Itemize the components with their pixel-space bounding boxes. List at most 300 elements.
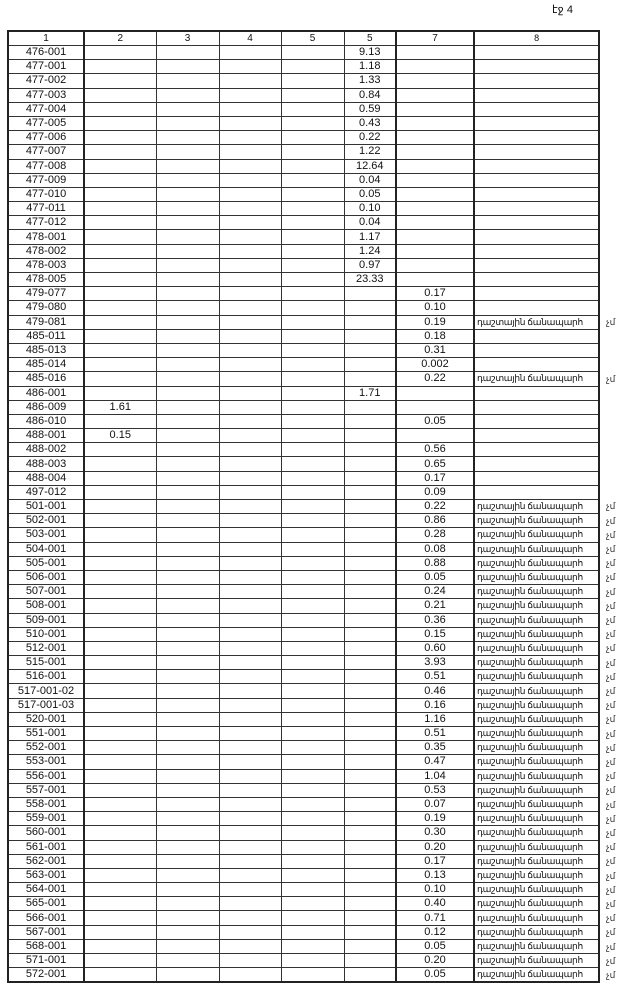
area-cell-col-6 bbox=[344, 797, 396, 811]
area-cell-col-5 bbox=[281, 358, 344, 372]
area-cell-col-5 bbox=[281, 287, 344, 301]
area-cell-col-3 bbox=[156, 116, 219, 130]
parcel-code-cell: 506-001 bbox=[8, 570, 84, 584]
area-cell-col-7 bbox=[396, 202, 474, 216]
area-cell-col-7: 0.15 bbox=[396, 627, 474, 641]
parcel-code-cell: 566-001 bbox=[8, 911, 84, 925]
area-cell-col-6 bbox=[344, 627, 396, 641]
area-cell-col-5 bbox=[281, 131, 344, 145]
area-cell-col-5 bbox=[281, 585, 344, 599]
area-cell-col-3 bbox=[156, 457, 219, 471]
area-cell-col-4 bbox=[219, 599, 281, 613]
area-cell-col-5 bbox=[281, 840, 344, 854]
area-cell-col-6: 0.05 bbox=[344, 187, 396, 201]
area-cell-col-2 bbox=[84, 329, 156, 343]
area-cell-col-4 bbox=[219, 273, 281, 287]
area-cell-col-2 bbox=[84, 599, 156, 613]
header-row bbox=[8, 31, 599, 46]
table-row bbox=[8, 287, 599, 301]
margin-note: չմ bbox=[606, 728, 616, 739]
area-cell-col-3 bbox=[156, 230, 219, 244]
parcel-code-cell: 553-001 bbox=[8, 755, 84, 769]
table-row bbox=[8, 769, 599, 783]
area-cell-col-7: 0.13 bbox=[396, 868, 474, 882]
land-use-note-cell bbox=[474, 329, 599, 343]
area-cell-col-4 bbox=[219, 883, 281, 897]
land-use-note-cell: դաշտային ճանապարհ bbox=[474, 528, 599, 542]
area-cell-col-4 bbox=[219, 457, 281, 471]
table-row bbox=[8, 897, 599, 911]
area-cell-col-7 bbox=[396, 187, 474, 201]
table-row bbox=[8, 230, 599, 244]
area-cell-col-2 bbox=[84, 670, 156, 684]
table-row bbox=[8, 911, 599, 925]
area-cell-col-5 bbox=[281, 769, 344, 783]
area-cell-col-6 bbox=[344, 343, 396, 357]
area-cell-col-5 bbox=[281, 159, 344, 173]
margin-note: չմ bbox=[606, 970, 616, 980]
area-cell-col-5 bbox=[281, 372, 344, 386]
area-cell-col-6 bbox=[344, 542, 396, 556]
margin-note: չմ bbox=[606, 515, 616, 526]
area-cell-col-4 bbox=[219, 741, 281, 755]
area-cell-col-2 bbox=[84, 60, 156, 74]
table-row bbox=[8, 627, 599, 641]
parcel-code-cell: 478-003 bbox=[8, 258, 84, 272]
margin-note: չմ bbox=[606, 529, 616, 540]
parcel-code-cell: 477-002 bbox=[8, 74, 84, 88]
area-cell-col-2 bbox=[84, 88, 156, 102]
area-cell-col-6: 9.13 bbox=[344, 46, 396, 60]
area-cell-col-6 bbox=[344, 315, 396, 329]
table-row bbox=[8, 46, 599, 60]
header-col-3: 3 bbox=[156, 31, 219, 46]
table-row bbox=[8, 216, 599, 230]
area-cell-col-5 bbox=[281, 116, 344, 130]
area-cell-col-6: 1.71 bbox=[344, 386, 396, 400]
area-cell-col-5 bbox=[281, 258, 344, 272]
table-row bbox=[8, 797, 599, 811]
land-use-note-cell: դաշտային ճանապարհ bbox=[474, 939, 599, 953]
parcel-code-cell: 571-001 bbox=[8, 954, 84, 968]
area-cell-col-7: 0.35 bbox=[396, 741, 474, 755]
land-use-note-cell: դաշտային ճանապարհ bbox=[474, 684, 599, 698]
parcel-code-cell: 477-008 bbox=[8, 159, 84, 173]
area-cell-col-5 bbox=[281, 698, 344, 712]
table-row bbox=[8, 457, 599, 471]
land-use-note-cell: դաշտային ճանապարհ bbox=[474, 727, 599, 741]
area-cell-col-6 bbox=[344, 868, 396, 882]
area-cell-col-4 bbox=[219, 116, 281, 130]
area-cell-col-3 bbox=[156, 287, 219, 301]
area-cell-col-5 bbox=[281, 443, 344, 457]
table-row bbox=[8, 315, 599, 329]
land-use-note-cell: դաշտային ճանապարհ bbox=[474, 783, 599, 797]
land-use-note-cell: դաշտային ճանապարհ bbox=[474, 868, 599, 882]
area-cell-col-7: 0.53 bbox=[396, 783, 474, 797]
area-cell-col-7: 0.40 bbox=[396, 897, 474, 911]
area-cell-col-4 bbox=[219, 840, 281, 854]
area-cell-col-2 bbox=[84, 968, 156, 983]
area-cell-col-3 bbox=[156, 712, 219, 726]
area-cell-col-4 bbox=[219, 173, 281, 187]
area-cell-col-7: 0.46 bbox=[396, 684, 474, 698]
area-cell-col-6 bbox=[344, 670, 396, 684]
area-cell-col-5 bbox=[281, 173, 344, 187]
area-cell-col-6 bbox=[344, 854, 396, 868]
table-row bbox=[8, 656, 599, 670]
land-use-note-cell: դաշտային ճանապարհ bbox=[474, 826, 599, 840]
area-cell-col-7 bbox=[396, 145, 474, 159]
area-cell-col-2 bbox=[84, 613, 156, 627]
margin-note: չմ bbox=[606, 643, 616, 654]
area-cell-col-6: 0.04 bbox=[344, 216, 396, 230]
area-cell-col-7 bbox=[396, 60, 474, 74]
area-cell-col-5 bbox=[281, 656, 344, 670]
area-cell-col-3 bbox=[156, 485, 219, 499]
parcel-code-cell: 562-001 bbox=[8, 854, 84, 868]
area-cell-col-2 bbox=[84, 755, 156, 769]
area-cell-col-7: 0.86 bbox=[396, 514, 474, 528]
area-cell-col-2 bbox=[84, 244, 156, 258]
parcel-code-cell: 488-003 bbox=[8, 457, 84, 471]
land-use-note-cell bbox=[474, 102, 599, 116]
area-cell-col-4 bbox=[219, 656, 281, 670]
parcel-code-cell: 477-004 bbox=[8, 102, 84, 116]
area-cell-col-4 bbox=[219, 244, 281, 258]
area-cell-col-2 bbox=[84, 216, 156, 230]
table-row bbox=[8, 187, 599, 201]
area-cell-col-5 bbox=[281, 343, 344, 357]
parcel-code-cell: 476-001 bbox=[8, 46, 84, 60]
area-cell-col-4 bbox=[219, 329, 281, 343]
area-cell-col-7: 0.05 bbox=[396, 939, 474, 953]
area-cell-col-3 bbox=[156, 727, 219, 741]
area-cell-col-6: 0.43 bbox=[344, 116, 396, 130]
area-cell-col-6 bbox=[344, 954, 396, 968]
area-cell-col-7: 0.30 bbox=[396, 826, 474, 840]
parcel-code-cell: 477-005 bbox=[8, 116, 84, 130]
land-use-note-cell bbox=[474, 301, 599, 315]
table-row bbox=[8, 826, 599, 840]
land-use-note-cell bbox=[474, 358, 599, 372]
table-row bbox=[8, 443, 599, 457]
area-cell-col-2 bbox=[84, 812, 156, 826]
area-cell-col-5 bbox=[281, 514, 344, 528]
table-row bbox=[8, 500, 599, 514]
area-cell-col-7: 0.17 bbox=[396, 854, 474, 868]
area-cell-col-4 bbox=[219, 386, 281, 400]
area-cell-col-3 bbox=[156, 570, 219, 584]
land-use-note-cell bbox=[474, 230, 599, 244]
table-row bbox=[8, 471, 599, 485]
area-cell-col-4 bbox=[219, 797, 281, 811]
area-cell-col-2 bbox=[84, 46, 156, 60]
area-cell-col-4 bbox=[219, 131, 281, 145]
parcel-code-cell: 488-002 bbox=[8, 443, 84, 457]
table-row bbox=[8, 542, 599, 556]
area-cell-col-5 bbox=[281, 712, 344, 726]
area-cell-col-2 bbox=[84, 315, 156, 329]
area-cell-col-5 bbox=[281, 911, 344, 925]
land-use-note-cell: դաշտային ճանապարհ bbox=[474, 599, 599, 613]
area-cell-col-5 bbox=[281, 670, 344, 684]
area-cell-col-5 bbox=[281, 500, 344, 514]
area-cell-col-6 bbox=[344, 968, 396, 983]
margin-note: չմ bbox=[606, 771, 616, 782]
parcel-code-cell: 486-001 bbox=[8, 386, 84, 400]
parcel-code-cell: 512-001 bbox=[8, 641, 84, 655]
area-cell-col-3 bbox=[156, 343, 219, 357]
area-cell-col-2 bbox=[84, 414, 156, 428]
area-cell-col-6: 0.22 bbox=[344, 131, 396, 145]
area-cell-col-3 bbox=[156, 514, 219, 528]
table-row bbox=[8, 258, 599, 272]
margin-note: չմ bbox=[606, 686, 616, 696]
area-cell-col-6 bbox=[344, 911, 396, 925]
area-cell-col-3 bbox=[156, 258, 219, 272]
table-row bbox=[8, 372, 599, 386]
area-cell-col-6 bbox=[344, 457, 396, 471]
area-cell-col-6: 23.33 bbox=[344, 273, 396, 287]
table-row bbox=[8, 414, 599, 428]
area-cell-col-7: 0.21 bbox=[396, 599, 474, 613]
area-cell-col-6 bbox=[344, 556, 396, 570]
area-cell-col-4 bbox=[219, 159, 281, 173]
area-cell-col-7: 0.22 bbox=[396, 372, 474, 386]
table-row bbox=[8, 968, 599, 983]
table-row bbox=[8, 670, 599, 684]
area-cell-col-4 bbox=[219, 769, 281, 783]
area-cell-col-5 bbox=[281, 599, 344, 613]
area-cell-col-2 bbox=[84, 797, 156, 811]
table-row bbox=[8, 343, 599, 357]
area-cell-col-4 bbox=[219, 570, 281, 584]
parcel-code-cell: 478-002 bbox=[8, 244, 84, 258]
land-use-note-cell bbox=[474, 386, 599, 400]
area-cell-col-6: 1.24 bbox=[344, 244, 396, 258]
area-cell-col-5 bbox=[281, 273, 344, 287]
area-cell-col-5 bbox=[281, 386, 344, 400]
parcel-code-cell: 559-001 bbox=[8, 812, 84, 826]
area-cell-col-7: 0.07 bbox=[396, 797, 474, 811]
land-use-note-cell bbox=[474, 414, 599, 428]
land-use-note-cell: դաշտային ճանապարհ bbox=[474, 698, 599, 712]
area-cell-col-7 bbox=[396, 74, 474, 88]
parcel-code-cell: 486-010 bbox=[8, 414, 84, 428]
area-cell-col-4 bbox=[219, 301, 281, 315]
land-use-note-cell: դաշտային ճանապարհ bbox=[474, 627, 599, 641]
area-cell-col-5 bbox=[281, 812, 344, 826]
area-cell-col-7: 0.002 bbox=[396, 358, 474, 372]
parcel-code-cell: 478-001 bbox=[8, 230, 84, 244]
parcel-code-cell: 552-001 bbox=[8, 741, 84, 755]
area-cell-col-5 bbox=[281, 868, 344, 882]
area-cell-col-7 bbox=[396, 216, 474, 230]
area-cell-col-3 bbox=[156, 145, 219, 159]
area-cell-col-5 bbox=[281, 216, 344, 230]
parcel-code-cell: 485-014 bbox=[8, 358, 84, 372]
land-use-note-cell bbox=[474, 145, 599, 159]
land-use-note-cell bbox=[474, 187, 599, 201]
area-cell-col-3 bbox=[156, 443, 219, 457]
area-cell-col-3 bbox=[156, 386, 219, 400]
area-cell-col-3 bbox=[156, 46, 219, 60]
area-cell-col-7 bbox=[396, 46, 474, 60]
area-cell-col-4 bbox=[219, 216, 281, 230]
area-cell-col-5 bbox=[281, 783, 344, 797]
area-cell-col-3 bbox=[156, 301, 219, 315]
area-cell-col-4 bbox=[219, 74, 281, 88]
area-cell-col-4 bbox=[219, 812, 281, 826]
area-cell-col-4 bbox=[219, 613, 281, 627]
area-cell-col-6: 0.97 bbox=[344, 258, 396, 272]
area-cell-col-3 bbox=[156, 826, 219, 840]
area-cell-col-3 bbox=[156, 911, 219, 925]
table-row bbox=[8, 202, 599, 216]
area-cell-col-5 bbox=[281, 74, 344, 88]
header-col-7: 7 bbox=[396, 31, 474, 46]
area-cell-col-6 bbox=[344, 641, 396, 655]
table-row bbox=[8, 925, 599, 939]
area-cell-col-7: 0.36 bbox=[396, 613, 474, 627]
area-cell-col-2 bbox=[84, 372, 156, 386]
parcel-code-cell: 486-009 bbox=[8, 400, 84, 414]
parcel-code-cell: 503-001 bbox=[8, 528, 84, 542]
area-cell-col-6 bbox=[344, 528, 396, 542]
land-use-note-cell: դաշտային ճանապարհ bbox=[474, 741, 599, 755]
parcel-code-cell: 510-001 bbox=[8, 627, 84, 641]
area-cell-col-6 bbox=[344, 329, 396, 343]
area-cell-col-4 bbox=[219, 854, 281, 868]
land-use-note-cell bbox=[474, 343, 599, 357]
area-cell-col-4 bbox=[219, 414, 281, 428]
area-cell-col-5 bbox=[281, 727, 344, 741]
area-cell-col-4 bbox=[219, 897, 281, 911]
area-cell-col-6 bbox=[344, 812, 396, 826]
area-cell-col-5 bbox=[281, 897, 344, 911]
land-use-note-cell: դաշտային ճանապարհ bbox=[474, 897, 599, 911]
table-row bbox=[8, 74, 599, 88]
area-cell-col-4 bbox=[219, 755, 281, 769]
table-row bbox=[8, 329, 599, 343]
area-cell-col-6 bbox=[344, 443, 396, 457]
area-cell-col-3 bbox=[156, 925, 219, 939]
area-cell-col-7 bbox=[396, 173, 474, 187]
area-cell-col-5 bbox=[281, 329, 344, 343]
area-cell-col-4 bbox=[219, 315, 281, 329]
area-cell-col-2 bbox=[84, 840, 156, 854]
area-cell-col-7 bbox=[396, 386, 474, 400]
area-cell-col-4 bbox=[219, 202, 281, 216]
area-cell-col-3 bbox=[156, 244, 219, 258]
area-cell-col-6 bbox=[344, 755, 396, 769]
area-cell-col-3 bbox=[156, 670, 219, 684]
land-use-note-cell: դաշտային ճանապարհ bbox=[474, 641, 599, 655]
margin-note: չմ bbox=[606, 828, 616, 838]
parcel-code-cell: 507-001 bbox=[8, 585, 84, 599]
parcel-code-cell: 488-004 bbox=[8, 471, 84, 485]
area-cell-col-7: 0.24 bbox=[396, 585, 474, 599]
area-cell-col-3 bbox=[156, 968, 219, 983]
land-use-note-cell: դաշտային ճանապարհ bbox=[474, 570, 599, 584]
area-cell-col-5 bbox=[281, 457, 344, 471]
land-use-note-cell bbox=[474, 258, 599, 272]
margin-note: չմ bbox=[606, 501, 616, 512]
land-use-note-cell bbox=[474, 116, 599, 130]
area-cell-col-2 bbox=[84, 698, 156, 712]
area-cell-col-7 bbox=[396, 400, 474, 414]
table-row bbox=[8, 60, 599, 74]
parcel-code-cell: 478-005 bbox=[8, 273, 84, 287]
area-cell-col-4 bbox=[219, 500, 281, 514]
area-cell-col-7: 0.31 bbox=[396, 343, 474, 357]
area-cell-col-7: 0.05 bbox=[396, 968, 474, 983]
parcel-code-cell: 477-006 bbox=[8, 131, 84, 145]
area-cell-col-3 bbox=[156, 684, 219, 698]
area-cell-col-7 bbox=[396, 258, 474, 272]
land-use-note-cell bbox=[474, 216, 599, 230]
area-cell-col-7: 0.09 bbox=[396, 485, 474, 499]
area-cell-col-4 bbox=[219, 485, 281, 499]
area-cell-col-3 bbox=[156, 812, 219, 826]
margin-note: չմ bbox=[606, 742, 616, 753]
area-cell-col-2 bbox=[84, 301, 156, 315]
area-cell-col-6: 1.22 bbox=[344, 145, 396, 159]
area-cell-col-5 bbox=[281, 60, 344, 74]
margin-note: չմ bbox=[606, 955, 616, 966]
table-row bbox=[8, 868, 599, 882]
area-cell-col-3 bbox=[156, 74, 219, 88]
area-cell-col-5 bbox=[281, 755, 344, 769]
area-cell-col-6 bbox=[344, 939, 396, 953]
table-row bbox=[8, 684, 599, 698]
parcel-code-cell: 485-016 bbox=[8, 372, 84, 386]
parcel-code-cell: 485-011 bbox=[8, 329, 84, 343]
area-cell-col-3 bbox=[156, 542, 219, 556]
margin-note: չմ bbox=[606, 757, 616, 767]
parcel-code-cell: 477-001 bbox=[8, 60, 84, 74]
land-use-note-cell bbox=[474, 443, 599, 457]
area-cell-col-3 bbox=[156, 698, 219, 712]
area-cell-col-6 bbox=[344, 613, 396, 627]
area-cell-col-4 bbox=[219, 187, 281, 201]
area-cell-col-4 bbox=[219, 400, 281, 414]
land-use-note-cell: դաշտային ճանապարհ bbox=[474, 883, 599, 897]
area-cell-col-7 bbox=[396, 131, 474, 145]
area-cell-col-7: 0.51 bbox=[396, 727, 474, 741]
area-cell-col-2: 0.15 bbox=[84, 429, 156, 443]
area-cell-col-6: 0.59 bbox=[344, 102, 396, 116]
parcel-code-cell: 479-081 bbox=[8, 315, 84, 329]
area-cell-col-2 bbox=[84, 868, 156, 882]
land-use-note-cell bbox=[474, 429, 599, 443]
area-cell-col-4 bbox=[219, 429, 281, 443]
area-cell-col-6 bbox=[344, 372, 396, 386]
area-cell-col-6 bbox=[344, 840, 396, 854]
area-cell-col-2 bbox=[84, 741, 156, 755]
area-cell-col-7: 0.05 bbox=[396, 414, 474, 428]
margin-note: չմ bbox=[606, 856, 616, 867]
area-cell-col-6 bbox=[344, 826, 396, 840]
area-cell-col-2 bbox=[84, 443, 156, 457]
header-col-1: 1 bbox=[8, 31, 84, 46]
area-cell-col-3 bbox=[156, 216, 219, 230]
land-use-note-cell bbox=[474, 173, 599, 187]
parcel-code-cell: 479-077 bbox=[8, 287, 84, 301]
area-cell-col-5 bbox=[281, 641, 344, 655]
margin-note: չմ bbox=[606, 373, 616, 384]
